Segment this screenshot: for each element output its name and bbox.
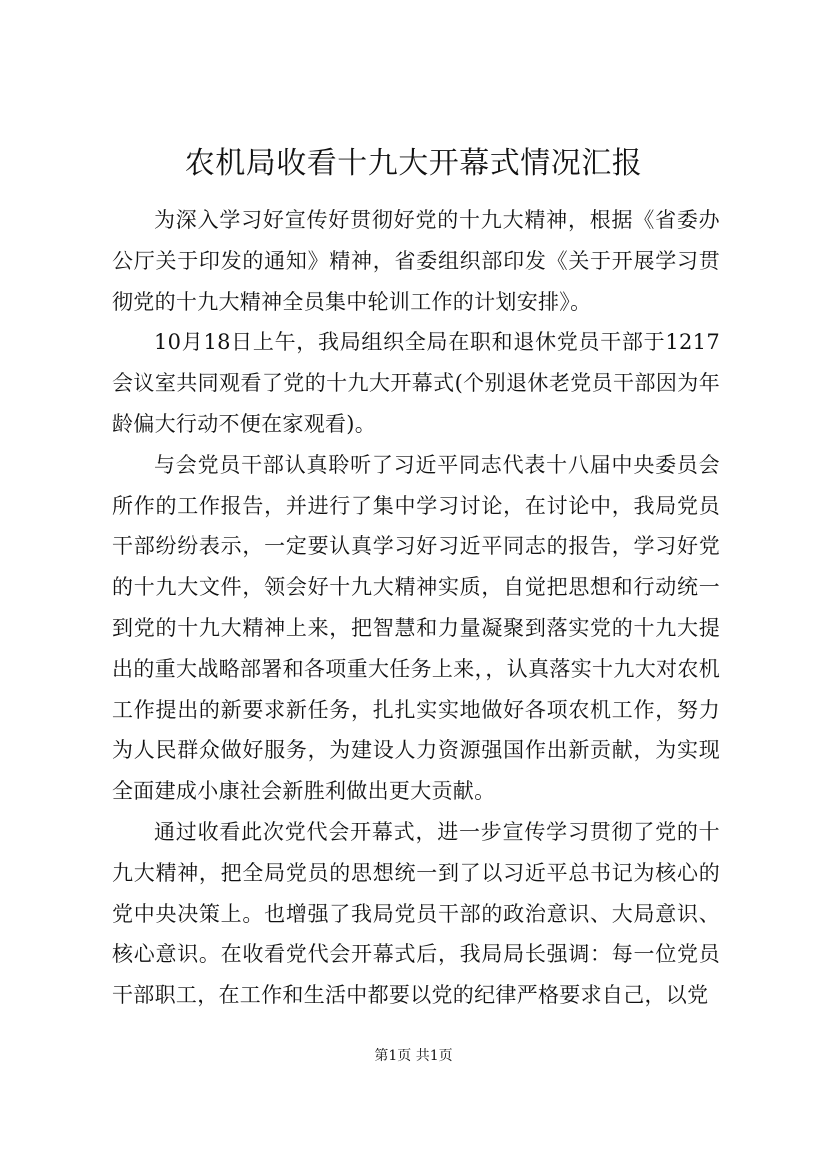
page-footer: 第1页 共1页 — [374, 1048, 453, 1064]
paragraph-3: 与会党员干部认真聆听了习近平同志代表十八届中央委员会所作的工作报告，并进行了集中学习讨论，在讨论中，我局党员干部纷纷表示，一定要认真学习好习近平同志的报告，学习好党的十九大文件，领会好十九大精神实质，自觉把思想和行动统一到党的十九大精神上来，把智慧和力量凝聚到落实党的十九大提出的重大战略部署和各项重大任务上来，，认真落实十九大对农机工作提出的新要求新任务，扎扎实实地做好各项农机工作，努力为人民群众做好服务，为建设人力资源强国作出新贡献，为实现全面建成小康社会新胜利做出更大贡献。 — [112, 452, 720, 804]
document-title: 农机局收看十九大开幕式情况汇报 — [184, 146, 643, 181]
paragraph-2: 10月18日上午，我局组织全局在职和退休党员干部于1217会议室共同观看了党的十九大开幕式(个别退休老党员干部因为年龄偏大行动不便在家观看)。 — [112, 330, 720, 436]
paragraph-1: 为深入学习好宣传好贯彻好党的十九大精神，根据《省委办公厅关于印发的通知》精神，省委组织部印发《关于开展学习贯彻党的十九大精神全员集中轮训工作的计划安排》。 — [112, 208, 720, 314]
document-body — [112, 200, 720, 1016]
paragraph-4: 通过收看此次党代会开幕式，进一步宣传学习贯彻了党的十九大精神，把全局党员的思想统一到了以习近平总书记为核心的党中央决策上。也增强了我局党员干部的政治意识、大局意识、核心意识。在收看党代会开幕式后，我局局长强调：每一位党员干部职工，在工作和生活中都要以党的纪律严格要求自己，以党 — [112, 819, 720, 1008]
